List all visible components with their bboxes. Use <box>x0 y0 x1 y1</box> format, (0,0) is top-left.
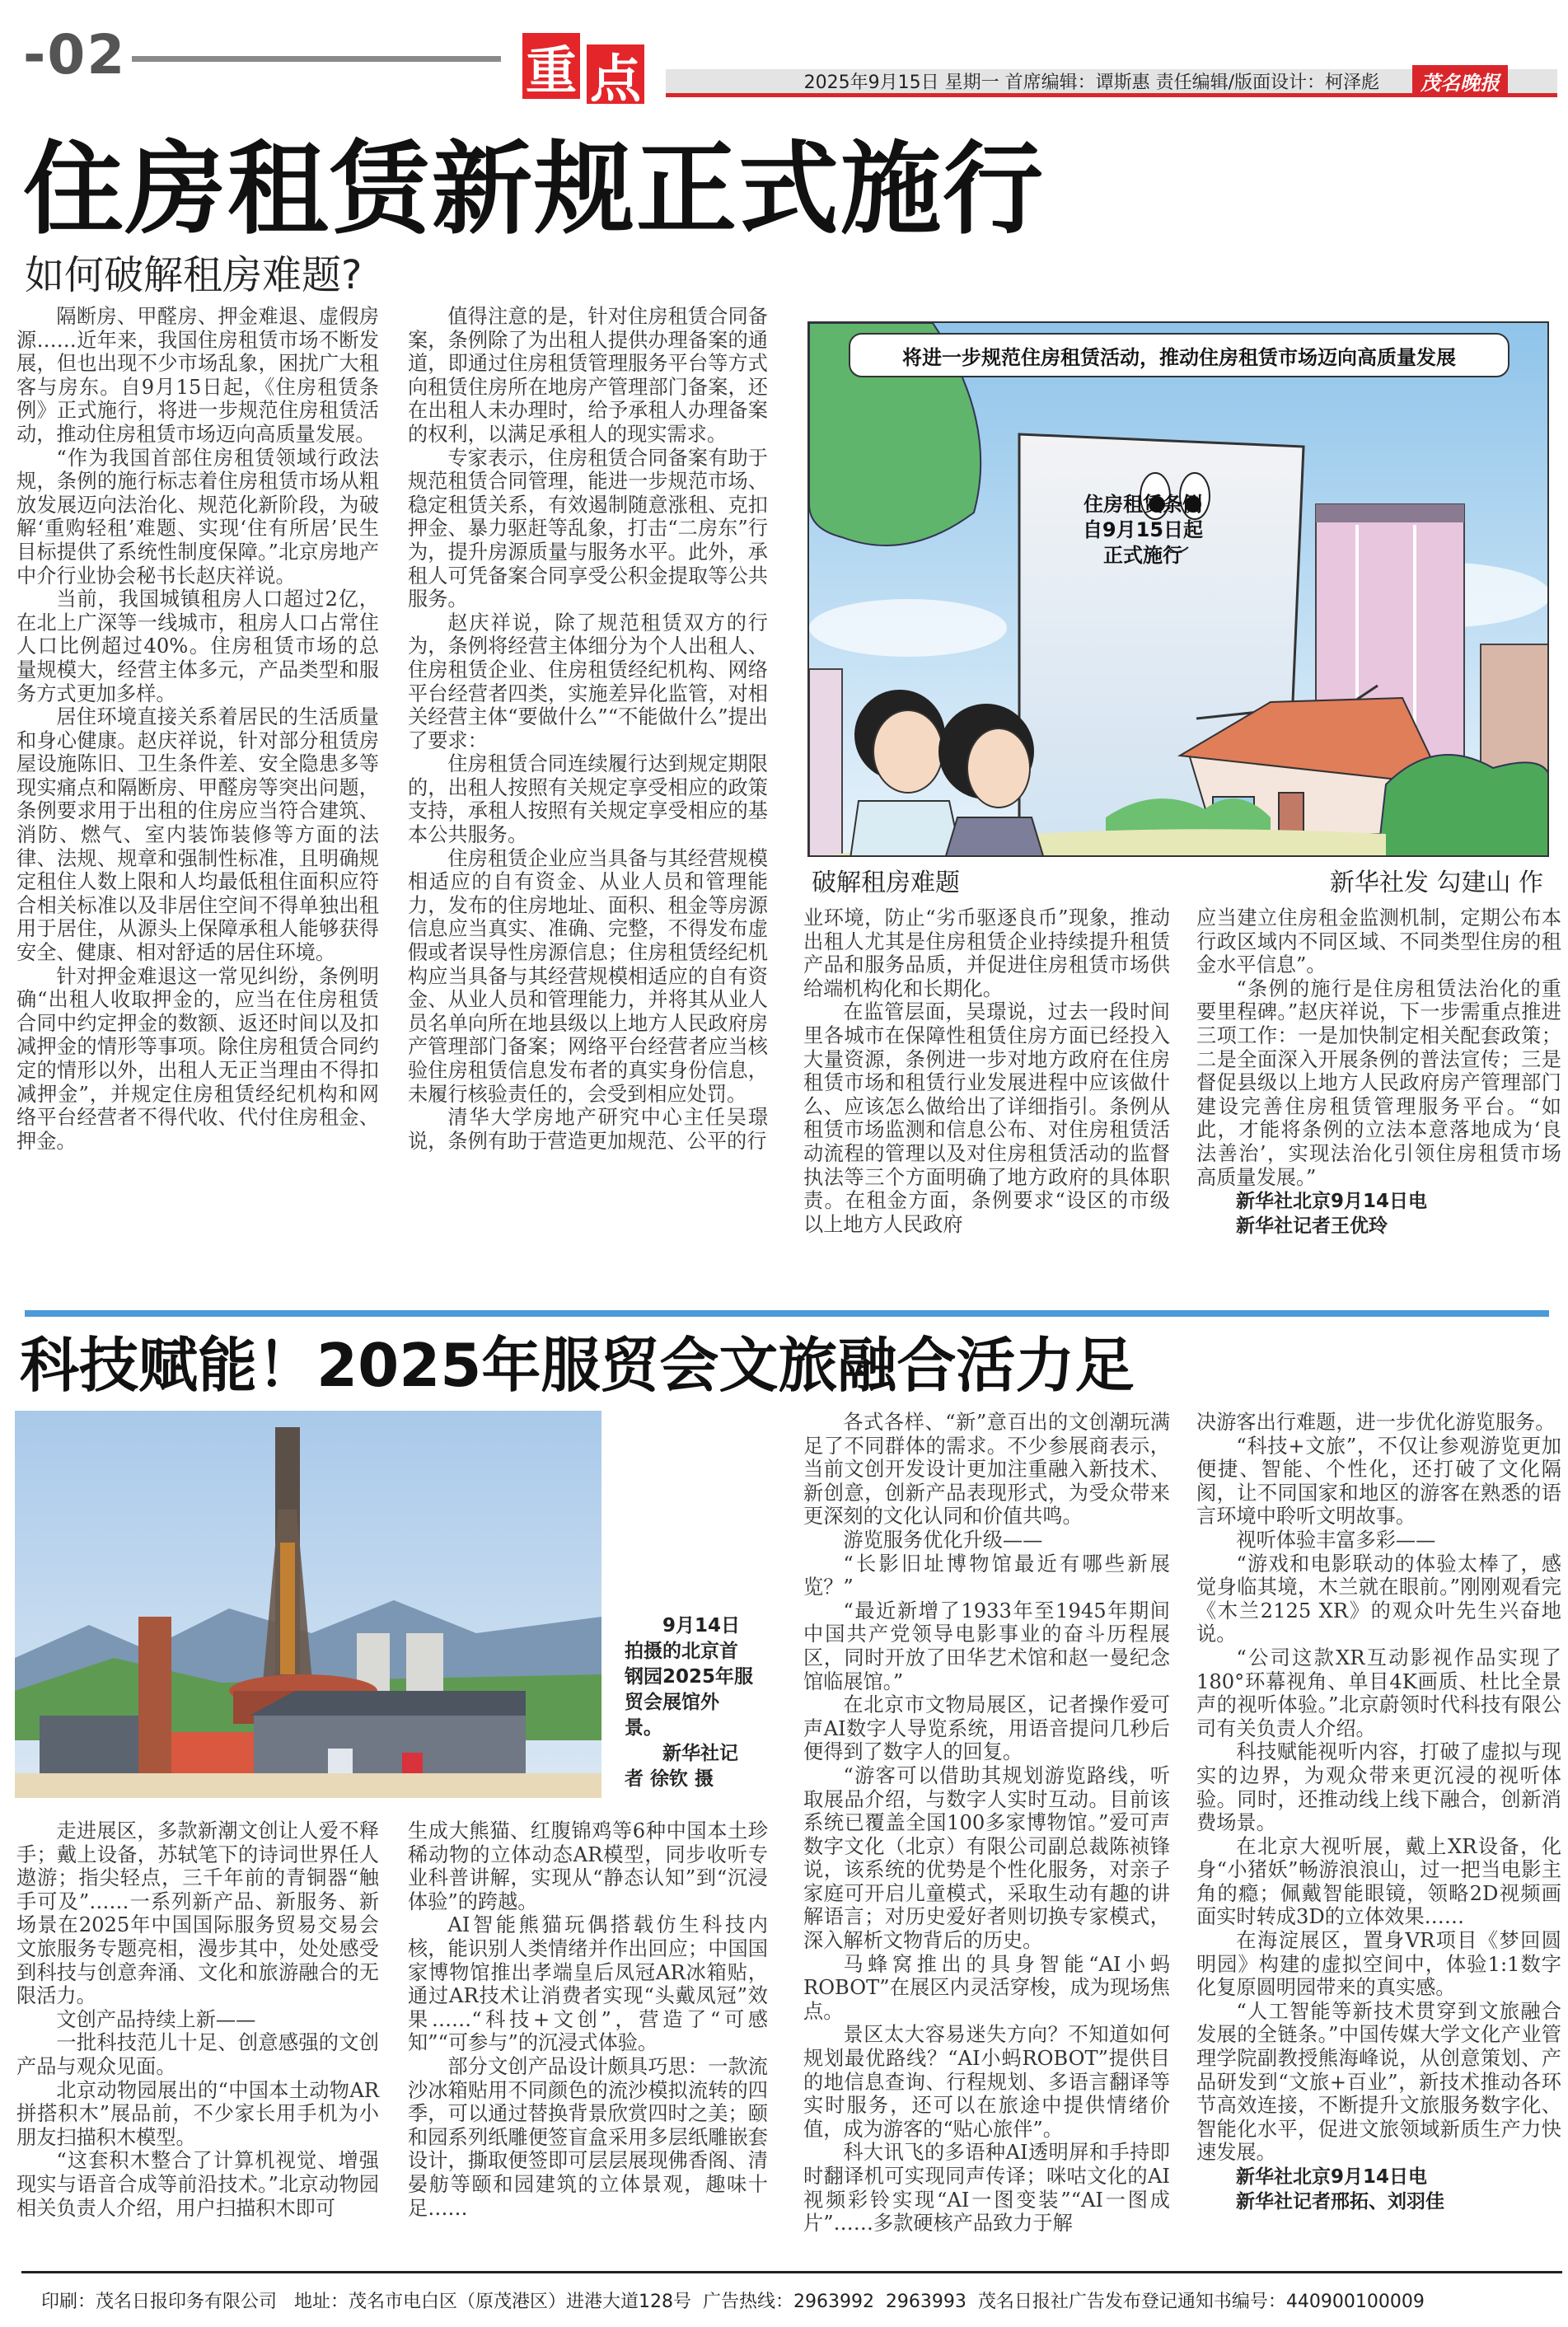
cartoon-caption: 破解租房难题 <box>812 869 960 897</box>
paragraph: 清华大学房地产研究中心主任吴璟说，条例有助于营造更加规范、公平的行 <box>408 1106 768 1153</box>
paragraph: “作为我国首部住房租赁领域行政法规，条例的施行标志着住房租赁市场从粗放发展迈向法治化、规范化新阶段，为破解‘重购轻租’难题、实现‘住有所居’民生目标提供了系统性制度保障。”北京房地产中介行业协会秘书长赵庆祥说。 <box>16 446 379 588</box>
paragraph: 景区太大容易迷失方向？不知道如何规划最优路线？“AI小蚂ROBOT”提供目的地信息查询、行程规划、多语言翻译等实时服务，还可以在旅途中提供情绪价值，成为游客的“贴心旅伴”。 <box>803 2023 1170 2141</box>
article-2-column-3 <box>803 1411 1170 2236</box>
paragraph: 各式各样、“新”意百出的文创潮玩满足了不同群体的需求。不少参展商表示，当前文创开发设计更加注重融入新技术、新创意，创新产品表现形式，为受众带来更深刻的文化认同和价值共鸣。 <box>803 1411 1170 1529</box>
paragraph: 赵庆祥说，除了规范租赁双方的行为，条例将经营主体细分为个人出租人、住房租赁企业、住房租赁经纪机构、网络平台经营者四类，实施差异化监管，对相关经营主体“要做什么”“不能做什么”提出了要求： <box>408 611 768 752</box>
edition-info: 2025年9月15日 星期一 首席编辑：谭斯惠 责任编辑/版面设计：柯泽彪 <box>803 73 1379 93</box>
footer-imprint: 印刷：茂名日报印务有限公司 地址：茂名市电白区（原茂港区）进港大道128号 广告热线：2963992 2963993 茂名日报社广告发布登记通知书编号：440900100009 <box>41 2292 1425 2312</box>
paragraph: “公司这款XR互动影视作品实现了180°环幕视角、单目4K画质、杜比全景声的视听体验。”北京蔚领时代科技有限公司有关负责人介绍。 <box>1196 1646 1561 1740</box>
paragraph: 科大讯飞的多语种AI透明屏和手持即时翻译机可实现同声传译；咪咕文化的AI视频彩铃实现“AI一图变装”“AI一图成片”……多款硬核产品致力于解 <box>803 2141 1170 2236</box>
cartoon-scene <box>809 323 1549 857</box>
article-2-column-2 <box>408 1819 768 2220</box>
paragraph: 马蜂窝推出的具身智能“AI小蚂ROBOT”在展区内灵活穿梭，成为现场焦点。 <box>803 1952 1170 2023</box>
edition-info-bar <box>666 69 1557 97</box>
paragraph: 在监管层面，吴璟说，过去一段时间里各城市在保障性租赁住房方面已经投入大量资源，条例进一步对地方政府在住房租赁市场和租赁行业发展进程中应该做什么、应该怎么做给出了详细指引。条例从租赁市场监测和信息公布、对住房租赁活动流程的管理以及对住房租赁活动的监督执法等三个方面明确了地方政府的具体职责。在租金方面，条例要求“设区的市级以上地方人民政府 <box>803 1000 1170 1236</box>
article-2-column-4 <box>1196 1411 1561 2214</box>
paragraph: “人工智能等新技术贯穿到文旅融合发展的全链条。”中国传媒大学文化产业管理学院副教授熊海峰说，从创意策划、产品研发到“文旅+百业”，新技术推动各环节高效连接，不断提升文旅服务数字化、智能化水平，促进文旅领域新质生产力快速发展。 <box>1196 1999 1561 2165</box>
section-divider <box>25 1310 1549 1317</box>
paragraph: 值得注意的是，针对住房租赁合同备案，条例除了为出租人提供办理备案的通道，即通过住房租赁管理服务平台等方式向租赁住房所在地房产管理部门备案，还在出租人未办理时，给予承租人办理备案的权利，以满足承租人的现实需求。 <box>408 305 768 446</box>
photo-caption-text: 9月14日拍摄的北京首钢园2025年服贸会展馆外景。 <box>625 1615 754 1739</box>
cartoon-illustration <box>807 321 1549 857</box>
paragraph: “游戏和电影联动的体验太棒了，感觉身临其境，木兰就在眼前。”刚刚观看完《木兰2125 XR》的观众叶先生兴奋地说。 <box>1196 1552 1561 1646</box>
article-1-subheadline: 如何破解租房难题? <box>25 252 363 298</box>
footer-divider <box>21 2271 1562 2273</box>
paragraph: “游客可以借助其规划游览路线，听取展品介绍，与数字人实时互动。目前该系统已覆盖全国100多家博物馆。”爱可声数字文化（北京）有限公司副总裁陈祯锋说，该系统的优势是个性化服务，对亲子家庭可开启儿童模式，采取生动有趣的讲解语言；对历史爱好者则切换专家模式，深入解析文物背后的历史。 <box>803 1763 1170 1953</box>
paragraph: “条例的施行是住房租赁法治化的重要里程碑。”赵庆祥说，下一步需重点推进三项工作：一是加快制定相关配套政策；二是全面深入开展条例的普法宣传；三是督促县级以上地方人民政府房产管理部门建设完善住房租赁管理服务平台。“如此，才能将条例的立法本意落地成为‘良法善治’，实现法治化引领住房租赁市场高质量发展。” <box>1196 976 1561 1189</box>
paragraph: 当前，我国城镇租房人口超过2亿，在北上广深等一线城市，租房人口占常住人口比例超过40%。住房租赁市场的总量规模大，经营主体多元，产品类型和服务方式更加多样。 <box>16 588 379 705</box>
photo-caption <box>625 1613 756 1792</box>
paragraph: 科技赋能视听内容，打破了虚拟与现实的边界，为观众带来更沉浸的视听体验。同时，还推动线上线下融合，创新消费场景。 <box>1196 1740 1561 1835</box>
article-2-headline: 科技赋能！2025年服贸会文旅融合活力足 <box>20 1331 1135 1400</box>
paragraph: 北京动物园展出的“中国本土动物AR拼搭积木”展品前，不少家长用手机为小朋友扫描积木模型。 <box>16 2078 379 2149</box>
article-1-column-2 <box>408 305 768 1153</box>
paragraph: 业环境，防止“劣币驱逐良币”现象，推动出租人尤其是住房租赁企业持续提升租赁产品和服务品质，并促进住房租赁市场供给端机构化和长期化。 <box>803 906 1170 1000</box>
paragraph: 在海淀展区，置身VR项目《梦回圆明园》构建的虚拟空间中，体验1:1数字化复原圆明园带来的真实感。 <box>1196 1929 1561 2000</box>
paragraph: “这套积木整合了计算机视觉、增强现实与语音合成等前沿技术。”北京动物园相关负责人介绍，用户扫描积木即可 <box>16 2149 379 2220</box>
paragraph: 应当建立住房租金监测机制，定期公布本行政区域内不同区域、不同类型住房的租金水平信息”。 <box>1196 906 1561 977</box>
cartoon-credit: 新华社发 勾建山 作 <box>1329 869 1543 897</box>
article-1-column-3 <box>803 906 1170 1236</box>
masthead-logo: 茂名晚报 <box>1412 65 1508 97</box>
article-1-column-4 <box>1196 906 1561 1238</box>
document-line: 正式施行 <box>1103 544 1182 567</box>
photo-credit: 新华社记者 徐钦 摄 <box>625 1743 738 1790</box>
cartoon-document-text <box>1081 492 1205 569</box>
paragraph: “长影旧址博物馆最近有哪些新展览？” <box>803 1552 1170 1599</box>
section-label-char: 重 <box>522 33 580 99</box>
article-1-headline: 住房租赁新规正式施行 <box>23 131 1045 248</box>
article-1-column-1 <box>16 305 379 1153</box>
expo-photo <box>15 1411 601 1798</box>
document-line: 自9月15日起 <box>1082 518 1204 541</box>
paragraph: 居住环境直接关系着居民的生活质量和身心健康。赵庆祥说，针对部分租赁房屋设施陈旧、卫生条件差、安全隐患多等现实痛点和隔断房、甲醛房等突出问题，条例要求用于出租的住房应当符合建筑、消防、燃气、室内装饰装修等方面的法律、法规、规章和强制性标准，且明确规定租住人数上限和人均最低租住面积应符合相关标准以及非居住空间不得单独出租用于居住，从源头上保障承租人能够获得安全、健康、相对舒适的居住环境。 <box>16 705 379 965</box>
paragraph: 专家表示，住房租赁合同备案有助于规范租赁合同管理，能进一步规范市场、稳定租赁关系，有效遏制随意涨租、克扣押金、暴力驱赶等乱象，打击“二房东”行为，提升房源质量与服务水平。此外，承租人可凭备案合同享受公积金提取等公共服务。 <box>408 446 768 611</box>
paragraph: 在北京市文物局展区，记者操作爱可声AI数字人导览系统，用语音提问几秒后便得到了数字人的回复。 <box>803 1693 1170 1764</box>
section-label-char: 点 <box>587 44 644 104</box>
cartoon-speech-bubble: 将进一步规范住房租赁活动，推动住房租赁市场迈向高质量发展 <box>849 333 1509 377</box>
paragraph: “最近新增了1933年至1945年期间中国共产党领导电影事业的奋斗历程展区，同时开放了田华艺术馆和赵一曼纪念馆临展馆。” <box>803 1599 1170 1693</box>
byline: 新华社北京9月14日电 <box>1236 2166 1428 2188</box>
byline: 新华社北京9月14日电 <box>1236 1191 1428 1213</box>
byline: 新华社记者邢拓、刘羽佳 <box>1236 2191 1444 2212</box>
paragraph: 在北京大视听展，戴上XR设备，化身“小猪妖”畅游浪浪山，过一把当电影主角的瘾；佩戴智能眼镜，领略2D视频画面实时转成3D的立体效果…… <box>1196 1834 1561 1929</box>
document-line: 住房租赁条例 <box>1084 493 1202 516</box>
paragraph: 针对押金难退这一常见纠纷，条例明确“出租人收取押金的，应当在住房租赁合同中约定押金的数额、返还时间以及扣减押金的情形等事项。除住房租赁合同约定的情形以外，出租人无正当理由不得扣减押金”，并规定住房租赁经纪机构和网络平台经营者不得代收、代付住房租金、押金。 <box>16 964 379 1153</box>
byline: 新华社记者王优玲 <box>1236 1215 1388 1238</box>
paragraph: 住房租赁企业应当具备与其经营规模相适应的自有资金、从业人员和管理能力，发布的住房地址、面积、租金等房源信息应当真实、准确、完整，不得发布虚假或者误导性房源信息；住房租赁经纪机构应当具备与其经营规模相适应的自有资金、从业人员和管理能力，并将其从业人员名单向所在地县级以上地方人民政府房产管理部门备案；网络平台经营者应当核验住房租赁信息发布者的真实身份信息，未履行核验责任的，会受到相应处罚。 <box>408 846 768 1106</box>
paragraph: AI智能熊猫玩偶搭载仿生科技内核，能识别人类情绪并作出回应；中国国家博物馆推出孝端皇后凤冠AR冰箱贴，通过AR技术让消费者实现“头戴凤冠”效果……“科技+文创”，营造了“可感知”“可参与”的沉浸式体验。 <box>408 1913 768 2055</box>
article-2-column-1 <box>16 1819 379 2220</box>
paragraph: 游览服务优化升级—— <box>843 1528 1043 1552</box>
paragraph: 走进展区，多款新潮文创让人爱不释手；戴上设备，苏轼笔下的诗词世界任人遨游；指尖轻点，三千年前的青铜器“触手可及”……一系列新产品、新服务、新场景在2025年中国国际服务贸易交易会文旅服务专题亮相，漫步其中，处处感受到科技与创意奔涌、文化和旅游融合的无限活力。 <box>16 1819 379 2008</box>
paragraph: 部分文创产品设计颇具巧思：一款流沙冰箱贴用不同颜色的流沙模拟流转的四季，可以通过替换背景欣赏四时之美；颐和园系列纸雕便签盲盒采用多层纸雕嵌套设计，撕取便签即可层层展现佛香阁、清晏舫等颐和园建筑的立体景观，趣味十足…… <box>408 2054 768 2220</box>
header-divider <box>132 56 501 62</box>
paragraph: 生成大熊猫、红腹锦鸡等6种中国本土珍稀动物的立体动态AR模型，同步收听专业科普讲解，实现从“静态认知”到“沉浸体验”的跨越。 <box>408 1819 768 1913</box>
paragraph: “科技+文旅”，不仅让参观游览更加便捷、智能、个性化，还打破了文化隔阂，让不同国家和地区的游客在熟悉的语言环境中聆听文明故事。 <box>1196 1434 1561 1529</box>
paragraph: 文创产品持续上新—— <box>56 2007 256 2031</box>
paragraph: 住房租赁合同连续履行达到规定期限的，出租人按照有关规定享受相应的政策支持，承租人按照有关规定享受相应的基本公共服务。 <box>408 752 768 847</box>
page-number: -02 <box>23 23 127 87</box>
paragraph: 隔断房、甲醛房、押金难退、虚假房源……近年来，我国住房租赁市场不断发展，但也出现不少市场乱象，困扰广大租客与房东。自9月15日起，《住房租赁条例》正式施行，将进一步规范住房租赁活动，推动住房租赁市场迈向高质量发展。 <box>16 305 379 446</box>
paragraph: 决游客出行难题，进一步优化游览服务。 <box>1196 1411 1556 1434</box>
paragraph: 一批科技范儿十足、创意感强的文创产品与观众见面。 <box>16 2031 379 2078</box>
photo-scene <box>15 1411 601 1798</box>
paragraph: 视听体验丰富多彩—— <box>1236 1528 1436 1552</box>
